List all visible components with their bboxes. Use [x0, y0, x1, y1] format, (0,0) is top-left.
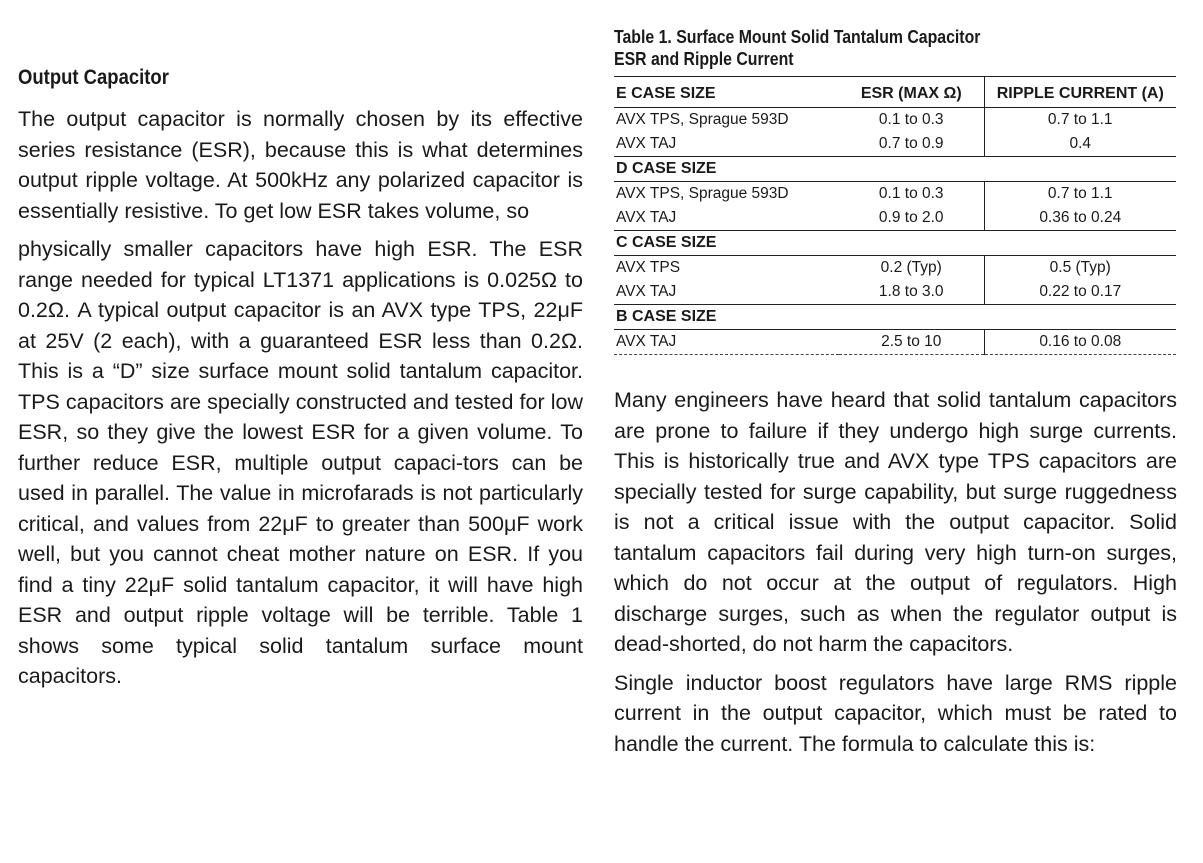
ripple-value: 0.4: [984, 132, 1176, 157]
group-header-e-case: E CASE SIZE: [614, 77, 839, 108]
capacitor-name: AVX TAJ: [616, 283, 677, 300]
ripple-value: 0.22 to 0.17: [984, 280, 1176, 305]
right-column: [614, 26, 1179, 759]
left-column: [18, 66, 583, 692]
ripple-value: 0.16 to 0.08: [984, 330, 1176, 355]
esr-value: 2.5 to 10: [839, 330, 984, 355]
capacitor-name: AVX TPS: [616, 259, 681, 276]
table-row: [614, 206, 1176, 231]
ripple-value: 0.5 (Typ): [984, 256, 1176, 281]
esr-value: 0.9 to 2.0: [878, 209, 944, 226]
table-row: [614, 280, 1176, 305]
ripple-value: 0.36 to 0.24: [984, 206, 1176, 231]
capacitor-table: [614, 76, 1176, 355]
table-row: [614, 132, 1176, 157]
capacitor-name: AVX TAJ: [616, 209, 677, 226]
group-header-row: [614, 305, 1176, 330]
esr-value: 0.7 to 0.9: [878, 135, 944, 152]
ripple-value: 0.7 to 1.1: [984, 182, 1176, 207]
table-row: [614, 256, 1176, 281]
column-header-esr: ESR (MAX Ω): [839, 77, 984, 108]
table-caption-line-2: ESR and Ripple Current: [614, 49, 794, 69]
esr-value: 0.1 to 0.3: [878, 185, 944, 202]
group-header-d-case: D CASE SIZE: [614, 157, 1176, 182]
capacitor-name: AVX TAJ: [614, 330, 839, 355]
output-capacitor-paragraph-1: The output capacitor is normally chosen by its effective series resistance (ESR), because this is what determines output ripple voltage. At 500kHz any polarized capacitor is essentially resistive. To get low ESR takes volume, so: [18, 107, 583, 223]
section-heading: Output Capacitor: [18, 66, 169, 89]
esr-value: 1.8 to 3.0: [878, 283, 944, 300]
esr-value: 0.2 (Typ): [880, 259, 942, 276]
table-row: [614, 182, 1176, 207]
ripple-value: 0.7 to 1.1: [984, 108, 1176, 133]
table-row: [614, 108, 1176, 133]
capacitor-name: AVX TPS, Sprague 593D: [616, 111, 789, 128]
table-header-row: [614, 77, 1176, 108]
table-caption-line-1: Table 1. Surface Mount Solid Tantalum Capacitor: [614, 27, 981, 47]
capacitor-name: AVX TAJ: [616, 135, 677, 152]
group-header-row: [614, 157, 1176, 182]
column-header-ripple: RIPPLE CURRENT (A): [984, 77, 1176, 108]
group-header-row: [614, 231, 1176, 256]
esr-value: 0.1 to 0.3: [878, 111, 944, 128]
table-caption: [614, 26, 1107, 70]
group-header-b-case: B CASE SIZE: [614, 305, 1176, 330]
capacitor-name: AVX TPS, Sprague 593D: [616, 185, 789, 202]
ripple-current-paragraph: Single inductor boost regulators have large RMS ripple current in the output capacitor, which must be rated to handle the current. The formula to calculate this is:: [614, 670, 1177, 756]
surge-current-paragraph: Many engineers have heard that solid tantalum capacitors are prone to failure if they undergo high surge currents. This is historically true and AVX type TPS capacitors are specially tested for surge capability, but surge ruggedness is not a critical issue with the output capacitor. Solid tantalum capacitors fail during very high turn-on surges, which do not occur at the output of regulators. High discharge surges, such as when the regulator output is dead-shorted, do not harm the capacitors.: [614, 388, 1177, 656]
group-header-c-case: C CASE SIZE: [614, 231, 1176, 256]
output-capacitor-paragraph-2: physically smaller capacitors have high ESR. The ESR range needed for typical LT1371 applications is 0.025Ω to 0.2Ω. A typical output capacitor is an AVX type TPS, 22μF at 25V (2 each), with a guaranteed ESR less than 0.2Ω. This is a “D” size surface mount solid tantalum capacitor. TPS capacitors are specially constructed and tested for low ESR, so they give the lowest ESR for a given volume. To further reduce ESR, multiple output capaci-tors can be used in parallel. The value in microfarads is not particularly critical, and values from 22μF to greater than 500μF work well, but you cannot cheat mother nature on ESR. If you find a tiny 22μF solid tantalum capacitor, it will have high ESR and output ripple voltage will be terrible. Table 1 shows some typical solid tantalum surface mount capacitors.: [18, 237, 583, 688]
table-row: [614, 330, 1176, 355]
